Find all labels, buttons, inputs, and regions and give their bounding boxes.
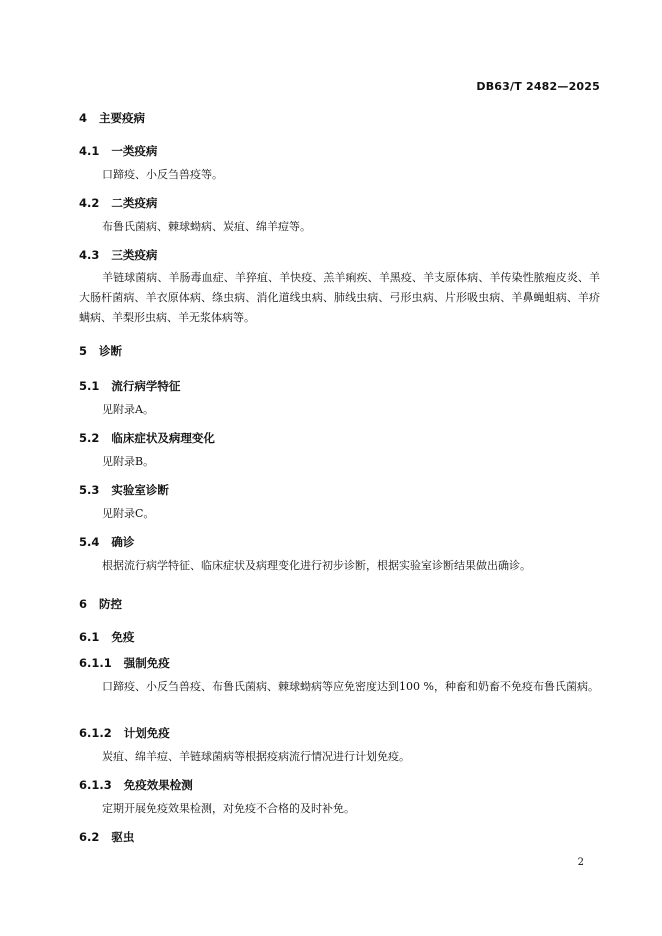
section-title: 流行病学特征 [111, 379, 181, 393]
section-5-heading [79, 343, 122, 359]
section-title: 实验室诊断 [111, 483, 169, 497]
section-6-1-3-heading [79, 777, 193, 793]
section-number: 5.2 [79, 431, 100, 445]
section-number: 6.1 [79, 630, 100, 644]
section-5-1-text: 见附录A。 [102, 403, 154, 416]
section-6-1-heading [79, 629, 134, 645]
section-title: 临床症状及病理变化 [111, 431, 215, 445]
section-6-1-1-heading [79, 655, 170, 671]
section-title: 确诊 [111, 535, 135, 549]
section-4-1-heading [79, 143, 157, 159]
section-number: 5.1 [79, 379, 100, 393]
section-5-3-heading [79, 482, 169, 498]
section-4-heading [79, 110, 145, 126]
section-number: 4 [79, 111, 88, 125]
section-6-1-2-text: 炭疽、绵羊痘、羊链球菌病等根据疫病流行情况进行计划免疫。 [102, 750, 410, 763]
section-6-1-3-text: 定期开展免疫效果检测，对免疫不合格的及时补免。 [102, 802, 355, 815]
section-4-2-text: 布鲁氏菌病、棘球蚴病、炭疽、绵羊痘等。 [102, 220, 311, 233]
section-title: 三类疫病 [111, 248, 158, 262]
section-6-1-1-text: 口蹄疫、小反刍兽疫、布鲁氏菌病、棘球蚴病等应免密度达到100 %，种畜和奶畜不免疫布鲁氏菌病。 [102, 680, 599, 693]
section-5-3-text: 见附录C。 [102, 507, 155, 520]
section-title: 计划免疫 [123, 726, 170, 740]
section-5-1-heading [79, 378, 180, 394]
section-5-4-heading [79, 534, 134, 550]
section-number: 6.1.1 [79, 656, 112, 670]
section-4-2-heading [79, 195, 157, 211]
section-number: 6 [79, 597, 88, 611]
section-4-3-text: 羊链球菌病、羊肠毒血症、羊猝疽、羊快疫、羔羊痢疾、羊黑疫、羊支原体病、羊传染性脓疱皮炎、羊大肠杆菌病、羊衣原体病、绦虫病、消化道线虫病、肺线虫病、弓形虫病、片形吸虫病、羊鼻蝇蛆病、羊疥螨病、羊梨形虫病、羊无浆体病等。 [79, 271, 600, 324]
section-title: 免疫效果检测 [123, 778, 193, 792]
section-number: 6.2 [79, 830, 100, 844]
section-number: 5.4 [79, 535, 100, 549]
section-title: 诊断 [99, 344, 123, 358]
section-number: 5 [79, 344, 88, 358]
section-number: 5.3 [79, 483, 100, 497]
section-6-2-heading [79, 829, 134, 845]
page-number: 2 [577, 857, 584, 868]
section-number: 4.3 [79, 248, 100, 262]
section-number: 4.1 [79, 144, 100, 158]
section-5-2-heading [79, 430, 215, 446]
document-id: DB63/T 2482—2025 [476, 80, 600, 93]
section-title: 主要疫病 [99, 111, 146, 125]
section-title: 防控 [99, 597, 123, 611]
section-6-heading [79, 596, 122, 612]
section-6-1-2-heading [79, 725, 170, 741]
section-number: 4.2 [79, 196, 100, 210]
section-4-1-text: 口蹄疫、小反刍兽疫等。 [102, 168, 223, 181]
section-4-3-heading [79, 247, 157, 263]
section-5-4-text: 根据流行病学特征、临床症状及病理变化进行初步诊断，根据实验室诊断结果做出确诊。 [102, 559, 531, 572]
section-title: 强制免疫 [123, 656, 170, 670]
section-title: 二类疫病 [111, 196, 158, 210]
section-number: 6.1.2 [79, 726, 112, 740]
section-title: 驱虫 [111, 830, 135, 844]
section-title: 一类疫病 [111, 144, 158, 158]
section-number: 6.1.3 [79, 778, 112, 792]
section-title: 免疫 [111, 630, 135, 644]
section-5-2-text: 见附录B。 [102, 455, 155, 468]
